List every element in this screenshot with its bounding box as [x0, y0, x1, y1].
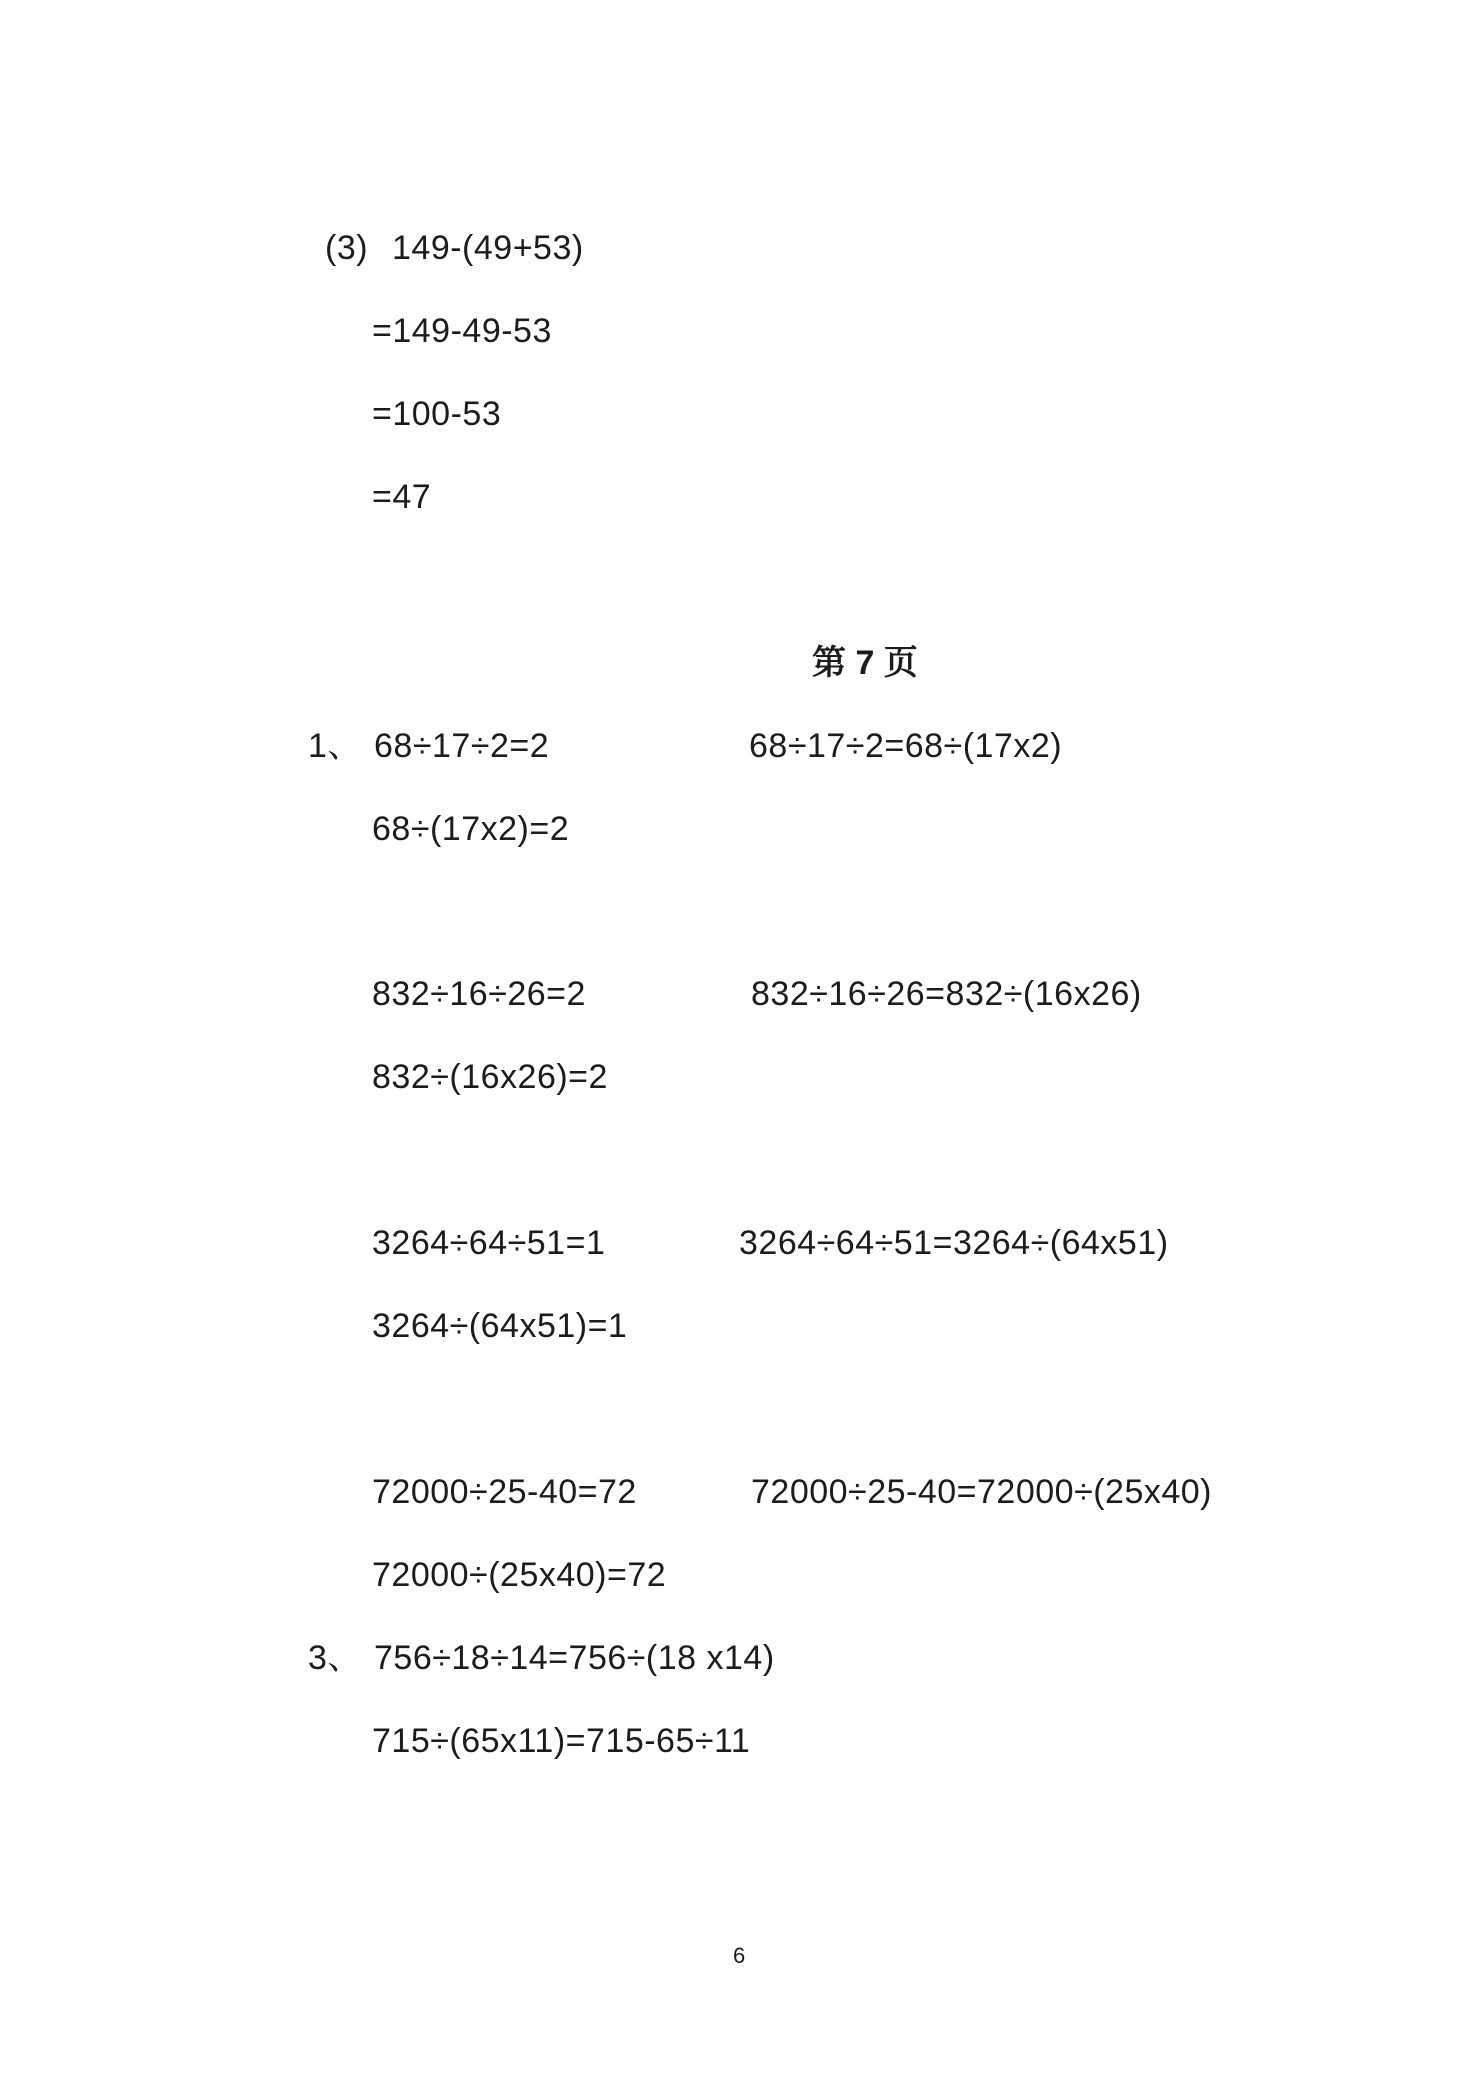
q1-answer-4-right: 72000÷25-40=72000÷(25x40): [751, 1473, 1213, 1511]
q1-answer-4-left: 72000÷25-40=72: [372, 1473, 637, 1511]
q1-answer-4-line-2: 72000÷(25x40)=72: [372, 1556, 667, 1594]
q3-line-2: 715÷(65x11)=715-65÷11: [372, 1722, 751, 1760]
q1-answer-1-right: 68÷17÷2=68÷(17x2): [749, 727, 1063, 765]
question-3-label: 3、: [308, 1639, 362, 1677]
q1-answer-1-line-2: 68÷(17x2)=2: [372, 810, 570, 848]
q1-answer-2-line-2: 832÷(16x26)=2: [372, 1058, 608, 1096]
question-1-label: 1、: [308, 727, 362, 765]
q1-answer-2-right: 832÷16÷26=832÷(16x26): [751, 975, 1142, 1013]
section-heading: 第 7 页: [812, 644, 918, 682]
part3-step-3: =47: [372, 478, 432, 516]
q1-answer-3-left: 3264÷64÷51=1: [372, 1224, 606, 1262]
q1-answer-3-line-2: 3264÷(64x51)=1: [372, 1307, 628, 1345]
q3-line-1: 756÷18÷14=756÷(18 x14): [374, 1639, 775, 1677]
q1-answer-3-right: 3264÷64÷51=3264÷(64x51): [739, 1224, 1169, 1262]
q1-answer-2-left: 832÷16÷26=2: [372, 975, 586, 1013]
part3-step-1: =149-49-53: [372, 312, 552, 350]
q1-answer-1-left: 68÷17÷2=2: [374, 727, 550, 765]
part3-expression: 149-(49+53): [392, 229, 584, 267]
page-number: 6: [733, 1943, 746, 1968]
part3-label: (3): [325, 229, 369, 267]
part3-step-2: =100-53: [372, 395, 502, 433]
